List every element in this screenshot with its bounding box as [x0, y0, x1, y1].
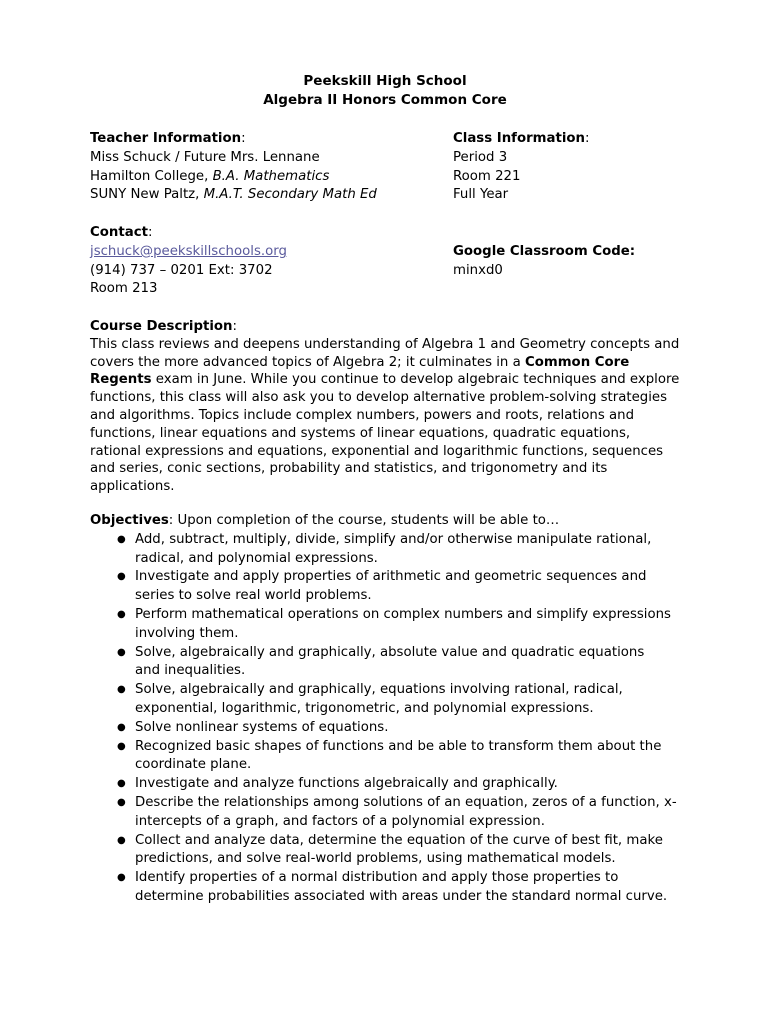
- document-title: [0, 72, 770, 110]
- bullet-icon: ●: [117, 872, 126, 884]
- class-info-label: Class Information: [453, 131, 585, 146]
- objective-item: ● Solve, algebraically and graphically, equations involving rational, radical, exponential, logarithmic, trigonometric, and polynomial expressions.: [117, 682, 623, 716]
- class-period: Period 3: [453, 149, 508, 165]
- teacher-grad-prefix: SUNY New Paltz,: [90, 187, 204, 203]
- teacher-grad-degree: M.A.T. Secondary Math Ed: [203, 187, 377, 203]
- course-name: Algebra II Honors Common Core: [263, 92, 507, 108]
- teacher-college-prefix: Hamilton College,: [90, 168, 213, 184]
- bullet-icon: ●: [117, 796, 126, 808]
- objective-item: ● Perform mathematical operations on complex numbers and simplify expressions involving them.: [117, 606, 671, 641]
- teacher-grad: [90, 186, 377, 205]
- course-description-text: [90, 336, 680, 496]
- description-text-after: exam in June. While you continue to develop algebraic techniques and explore functions, this class will also ask you to develop alternative problem-solving strategies and algorithms. Topics include complex numbers, powers and roots, relations and functions, linear equations and systems of linear equations, quadratic equations, rational expressions and equations, exponential and logarithmic functions, sequences and series, conic sections, probability and statistics, and trigonometry and its applications.: [90, 372, 680, 495]
- course-description-section: [90, 318, 680, 496]
- school-name: Peekskill High School: [303, 73, 467, 89]
- objective-item: ● Investigate and apply properties of arithmetic and geometric sequences and series to solve real world problems.: [117, 569, 647, 604]
- contact-phone: (914) 737 – 0201 Ext: 3702: [90, 262, 273, 278]
- google-classroom-code: minxd0: [453, 262, 503, 278]
- bullet-icon: ●: [117, 608, 126, 620]
- contact-room: Room 213: [90, 281, 158, 297]
- objective-item: ● Describe the relationships among solutions of an equation, zeros of a function, x- intercepts of a graph, and factors of a polynomial expression.: [117, 794, 677, 829]
- class-room: Room 221: [453, 168, 521, 184]
- bullet-icon: ●: [117, 684, 126, 696]
- objective-item: ● Solve nonlinear systems of equations.: [90, 719, 680, 738]
- objectives-label: Objectives: [90, 513, 169, 528]
- description-bold-phrase: Common Core Regents: [90, 354, 630, 388]
- objectives-intro: : Upon completion of the course, students will be able to…: [168, 513, 560, 528]
- objective-item: ● Collect and analyze data, determine the equation of the curve of best fit, make predictions, and solve real-world problems, using mathematical models.: [117, 832, 663, 867]
- teacher-info-section: [90, 130, 377, 205]
- objective-item: ● Add, subtract, multiply, divide, simplify and/or otherwise manipulate rational, radical, and polynomial expressions.: [117, 531, 652, 566]
- description-text-before: This class reviews and deepens understanding of Algebra 1 and Geometry concepts and covers the more advanced topics of Algebra 2; it culminates in a: [90, 336, 680, 370]
- bullet-icon: ●: [117, 834, 126, 846]
- bullet-icon: ●: [117, 646, 126, 658]
- teacher-college-degree: B.A. Mathematics: [212, 168, 330, 184]
- bullet-icon: ●: [117, 533, 126, 545]
- contact-heading: Contact:: [90, 225, 153, 240]
- class-duration: Full Year: [453, 187, 509, 203]
- objective-item: ● Solve, algebraically and graphically, absolute value and quadratic equations and inequalities.: [117, 644, 645, 679]
- class-info-heading: Class Information:: [453, 131, 590, 146]
- objectives-section: [90, 512, 680, 907]
- course-description-label: Course Description: [90, 319, 233, 334]
- objective-item: ● Recognized basic shapes of functions and be able to transform them about the coordinate plane.: [117, 738, 662, 773]
- google-classroom-label: Google Classroom Code:: [453, 244, 636, 259]
- objective-item: ● Identify properties of a normal distribution and apply those properties to determine probabilities associated with areas under the standard normal curve.: [117, 870, 668, 904]
- objective-item: ● Investigate and analyze functions algebraically and graphically.: [90, 775, 680, 794]
- bullet-icon: ●: [117, 740, 126, 752]
- contact-section: [90, 224, 287, 299]
- teacher-name: Miss Schuck / Future Mrs. Lennane: [90, 149, 320, 165]
- bullet-icon: ●: [117, 571, 126, 583]
- bullet-icon: ●: [117, 778, 126, 790]
- google-classroom-section: [453, 243, 635, 281]
- contact-label: Contact: [90, 225, 148, 240]
- objectives-list: [90, 531, 680, 907]
- bullet-icon: ●: [117, 721, 126, 733]
- contact-email-link[interactable]: jschuck@peekskillschools.org: [90, 243, 287, 259]
- teacher-college: [90, 168, 377, 187]
- course-description-heading: Course Description:: [90, 319, 237, 334]
- objectives-heading: [90, 512, 680, 531]
- teacher-info-label: Teacher Information: [90, 131, 242, 146]
- class-info-section: [453, 130, 589, 205]
- teacher-info-heading: Teacher Information:: [90, 131, 246, 146]
